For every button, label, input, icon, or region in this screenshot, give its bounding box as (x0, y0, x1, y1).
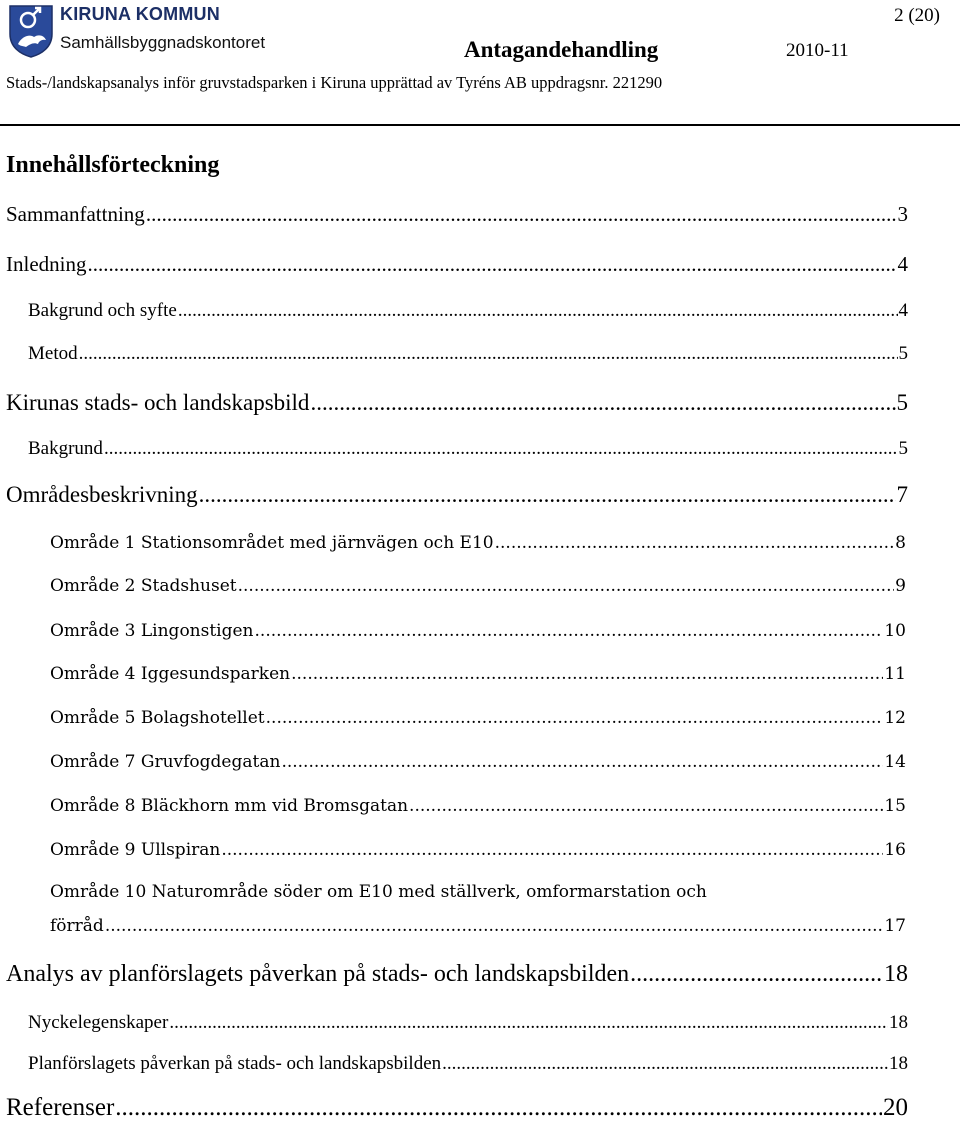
organization-name: KIRUNA KOMMUN (60, 4, 220, 24)
toc-entry-page: 18 (884, 961, 908, 987)
department-name: Samhällsbyggnadskontoret (60, 33, 266, 52)
toc-entry-title: Område 8 Bläckhorn mm vid Bromsgatan (50, 796, 409, 816)
toc-entry-title: Område 1 Stationsområdet med järnvägen och E10 (50, 533, 494, 553)
toc-entry[interactable] (50, 796, 906, 816)
toc-entry-page: 15 (884, 796, 906, 816)
toc-entry-page: 5 (898, 438, 908, 459)
document-subtitle: Stads-/landskapsanalys inför gruvstadsparken i Kiruna upprättad av Tyréns AB uppdragsnr. 221290 (6, 73, 663, 92)
toc-entry-page: 9 (895, 576, 906, 596)
toc-leader (310, 390, 895, 416)
toc-entry-page: 3 (897, 202, 908, 226)
toc-entry[interactable] (28, 300, 908, 322)
toc-entry-title: Område 7 Gruvfogdegatan (50, 752, 281, 772)
toc-entry-title: Nyckelegenskaper (28, 1012, 169, 1033)
toc-leader (442, 1053, 888, 1075)
toc-entry-title[interactable]: Område 10 Naturområde söder om E10 med ställverk, omformarstation och (50, 882, 707, 902)
page-number: 2 (20) (894, 5, 940, 26)
kiruna-coat-of-arms-icon (8, 4, 54, 58)
toc-entry-page: 10 (884, 621, 906, 641)
toc-entry-title: Sammanfattning (6, 202, 145, 226)
toc-leader (255, 621, 884, 641)
toc-entry-page: 5 (896, 390, 908, 415)
toc-leader (266, 708, 884, 728)
toc-entry[interactable] (28, 1053, 908, 1075)
toc-entry-title: Område 9 Ullspiran (50, 840, 221, 860)
toc-leader (630, 961, 883, 988)
toc-entry[interactable] (50, 621, 906, 641)
toc-entry[interactable] (50, 752, 906, 772)
toc-entry[interactable] (6, 482, 908, 508)
toc-entry-title: Referenser (6, 1094, 115, 1121)
toc-entry-page: 11 (884, 664, 906, 684)
toc-entry[interactable] (28, 438, 908, 460)
toc-entry-title: Område 2 Stadshuset (50, 576, 237, 596)
toc-leader (104, 438, 898, 460)
toc-entry-title-continued: förråd (50, 916, 104, 936)
toc-entry[interactable] (6, 202, 908, 227)
document-status: Antagandehandling (464, 37, 659, 62)
toc-entry-page: 18 (889, 1012, 908, 1033)
toc-leader (495, 533, 895, 553)
toc-entry[interactable] (50, 664, 906, 684)
toc-entry[interactable] (50, 708, 906, 728)
toc-entry[interactable] (50, 533, 906, 553)
toc-entry-page: 17 (884, 916, 906, 936)
toc-entry-page: 18 (889, 1053, 908, 1074)
toc-entry-title: Områdesbeskrivning (6, 482, 198, 507)
toc-leader (105, 916, 884, 936)
toc-entry[interactable] (28, 1012, 908, 1034)
toc-entry-page: 4 (897, 252, 908, 276)
toc-entry[interactable] (6, 961, 908, 988)
toc-heading: Innehållsförteckning (6, 152, 220, 178)
toc-entry[interactable] (6, 252, 908, 277)
toc-entry[interactable] (50, 840, 906, 860)
toc-entry-title: Metod (28, 343, 78, 364)
toc-entry-title: Område 4 Iggesundsparken (50, 664, 291, 684)
toc-leader (178, 300, 898, 322)
toc-entry-page: 8 (895, 533, 906, 553)
toc-entry-page: 14 (884, 752, 906, 772)
toc-leader (291, 664, 883, 684)
toc-entry-title: Analys av planförslagets påverkan på stads- och landskapsbilden (6, 961, 630, 987)
toc-entry-title: Bakgrund (28, 438, 103, 459)
toc-entry-page: 16 (884, 840, 906, 860)
toc-leader (199, 482, 896, 508)
toc-leader (221, 840, 883, 860)
toc-entry-title: Område 5 Bolagshotellet (50, 708, 265, 728)
toc-entry[interactable] (50, 916, 906, 936)
toc-entry-title: Område 3 Lingonstigen (50, 621, 254, 641)
document-date: 2010-11 (786, 40, 849, 61)
toc-entry-page: 5 (898, 343, 908, 364)
toc-leader (169, 1012, 888, 1034)
toc-entry-page: 12 (884, 708, 906, 728)
toc-entry-title: Bakgrund och syfte (28, 300, 177, 321)
toc-entry-page: 4 (898, 300, 908, 321)
toc-entry-page: 7 (896, 482, 908, 507)
toc-leader (87, 252, 896, 277)
toc-entry[interactable] (28, 343, 908, 365)
toc-entry-title: Inledning (6, 252, 87, 276)
toc-entry-title: Planförslagets påverkan på stads- och landskapsbilden (28, 1053, 442, 1074)
toc-leader (281, 752, 883, 772)
toc-entry[interactable] (6, 390, 908, 416)
toc-leader (146, 202, 897, 227)
toc-leader (115, 1094, 882, 1121)
toc-entry[interactable] (6, 1094, 908, 1121)
toc-leader (238, 576, 895, 596)
header-divider (0, 124, 960, 126)
page-header (0, 0, 960, 126)
toc-leader (79, 343, 898, 365)
toc-entry-page: 20 (883, 1094, 908, 1121)
toc-entry-title: Kirunas stads- och landskapsbild (6, 390, 310, 415)
toc-entry[interactable] (50, 576, 906, 596)
toc-leader (409, 796, 883, 816)
